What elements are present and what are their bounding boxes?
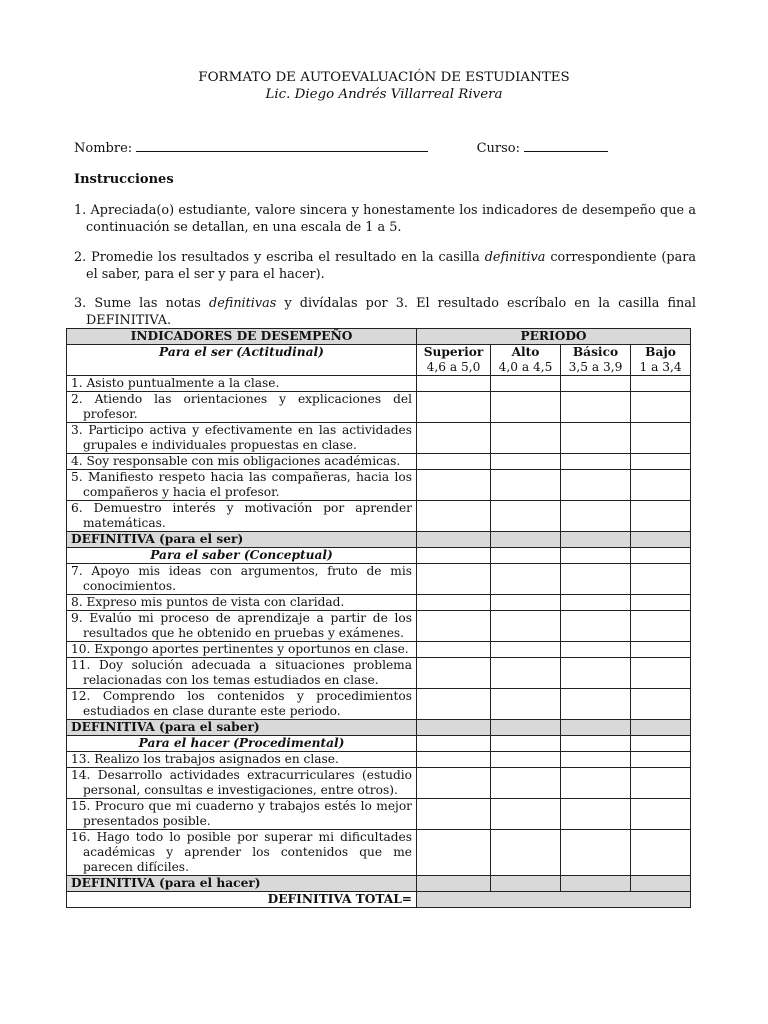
rating-cell[interactable] (561, 611, 631, 642)
rating-cell[interactable] (561, 564, 631, 595)
level-name: Superior (423, 345, 484, 359)
rating-cell[interactable] (417, 830, 491, 876)
indicator-text: 14. Desarrollo actividades extracurriculares (estudio personal, consultas e investigaciones, entre otros). (67, 768, 417, 799)
rating-cell[interactable] (417, 595, 491, 611)
indicator-text: 10. Expongo aportes pertinentes y oportunos en clase. (67, 642, 417, 658)
level-header (491, 345, 561, 376)
level-name: Bajo (645, 345, 676, 359)
empty-cell (417, 548, 491, 564)
rating-cell[interactable] (631, 423, 691, 454)
indicator-text: 3. Participo activa y efectivamente en las actividades grupales e individuales propuestas en clase. (67, 423, 417, 454)
level-range: 1 a 3,4 (639, 360, 682, 374)
rating-cell[interactable] (491, 658, 561, 689)
rating-cell[interactable] (417, 376, 491, 392)
rating-cell[interactable] (417, 768, 491, 799)
rating-cell[interactable] (631, 642, 691, 658)
rating-cell[interactable] (631, 658, 691, 689)
rating-cell[interactable] (417, 689, 491, 720)
rating-cell[interactable] (631, 830, 691, 876)
indicator-row (67, 658, 691, 689)
indicator-text: 12. Comprendo los contenidos y procedimientos estudiados en clase durante este periodo. (67, 689, 417, 720)
level-name: Básico (572, 345, 619, 359)
total-value-cell[interactable] (417, 892, 691, 908)
rating-cell[interactable] (417, 392, 491, 423)
indicator-text: 1. Asisto puntualmente a la clase. (67, 376, 417, 392)
indicator-row (67, 423, 691, 454)
indicator-text: 7. Apoyo mis ideas con argumentos, fruto de mis conocimientos. (67, 564, 417, 595)
rating-cell[interactable] (491, 501, 561, 532)
definitiva-label: DEFINITIVA (para el saber) (67, 720, 417, 736)
level-range: 4,0 a 4,5 (498, 360, 553, 374)
indicator-row (67, 689, 691, 720)
definitiva-cell[interactable] (417, 876, 491, 892)
indicator-row (67, 799, 691, 830)
rating-cell[interactable] (631, 564, 691, 595)
rating-cell[interactable] (631, 392, 691, 423)
indicator-row (67, 392, 691, 423)
rating-cell[interactable] (561, 423, 631, 454)
indicator-row (67, 376, 691, 392)
indicator-row (67, 830, 691, 876)
indicator-row (67, 595, 691, 611)
rating-cell[interactable] (491, 595, 561, 611)
indicator-text: 13. Realizo los trabajos asignados en clase. (67, 752, 417, 768)
total-row (67, 892, 691, 908)
total-label: DEFINITIVA TOTAL= (67, 892, 417, 908)
rating-cell[interactable] (561, 689, 631, 720)
rating-cell[interactable] (631, 595, 691, 611)
definitiva-cell[interactable] (491, 876, 561, 892)
rating-cell[interactable] (491, 830, 561, 876)
indicator-text: 5. Manifiesto respeto hacia las compañeras, hacia los compañeros y hacia el profesor. (67, 470, 417, 501)
definitiva-cell[interactable] (631, 720, 691, 736)
section-title-row (67, 548, 691, 564)
rating-cell[interactable] (417, 470, 491, 501)
rating-cell[interactable] (491, 768, 561, 799)
section-title-row (67, 736, 691, 752)
instruction-2: 2. Promedie los resultados y escriba el resultado en la casilla definitiva correspondiente (para el saber, para el ser y para el hacer). (74, 250, 696, 282)
section-title: Para el hacer (Procedimental) (67, 736, 417, 752)
level-header (631, 345, 691, 376)
rating-cell[interactable] (491, 470, 561, 501)
indicator-text: 16. Hago todo lo posible por superar mi dificultades académicas y aprender los contenidos que me parecen difíciles. (67, 830, 417, 876)
rating-cell[interactable] (561, 752, 631, 768)
rating-cell[interactable] (491, 392, 561, 423)
indicator-row (67, 642, 691, 658)
rating-cell[interactable] (491, 376, 561, 392)
document-author: Lic. Diego Andrés Villarreal Rivera (265, 87, 503, 102)
rating-cell[interactable] (631, 454, 691, 470)
section-title-row (67, 345, 691, 376)
rating-cell[interactable] (491, 799, 561, 830)
rating-cell[interactable] (491, 611, 561, 642)
indicator-row (67, 501, 691, 532)
definitiva-cell[interactable] (561, 876, 631, 892)
indicator-text: 11. Doy solución adecuada a situaciones problema relacionadas con los temas estudiados en clase. (67, 658, 417, 689)
section-title: Para el ser (Actitudinal) (67, 345, 417, 376)
definitiva-row (67, 720, 691, 736)
definitiva-cell[interactable] (417, 532, 491, 548)
empty-cell (561, 736, 631, 752)
definitiva-cell[interactable] (631, 532, 691, 548)
rating-cell[interactable] (631, 768, 691, 799)
indicator-text: 6. Demuestro interés y motivación por aprender matemáticas. (67, 501, 417, 532)
empty-cell (491, 548, 561, 564)
indicator-row (67, 454, 691, 470)
definitiva-label: DEFINITIVA (para el hacer) (67, 876, 417, 892)
level-range: 3,5 a 3,9 (568, 360, 623, 374)
instructions-heading: Instrucciones (74, 172, 174, 187)
rating-cell[interactable] (631, 376, 691, 392)
rating-cell[interactable] (631, 689, 691, 720)
level-name: Alto (511, 345, 540, 359)
indicator-row (67, 564, 691, 595)
rating-cell[interactable] (561, 642, 631, 658)
rating-cell[interactable] (417, 454, 491, 470)
rating-cell[interactable] (561, 470, 631, 501)
name-label: Nombre: (74, 141, 133, 156)
indicator-text: 4. Soy responsable con mis obligaciones académicas. (67, 454, 417, 470)
rating-cell[interactable] (561, 799, 631, 830)
course-field[interactable] (524, 138, 608, 152)
name-field[interactable] (136, 138, 428, 152)
rating-cell[interactable] (561, 768, 631, 799)
definitiva-cell[interactable] (491, 532, 561, 548)
rating-cell[interactable] (417, 642, 491, 658)
rating-cell[interactable] (491, 454, 561, 470)
rating-cell[interactable] (491, 642, 561, 658)
rating-cell[interactable] (561, 392, 631, 423)
definitiva-cell[interactable] (561, 532, 631, 548)
rating-cell[interactable] (561, 454, 631, 470)
rating-cell[interactable] (631, 799, 691, 830)
rating-cell[interactable] (631, 501, 691, 532)
definitiva-row (67, 876, 691, 892)
instruction-1: 1. Apreciada(o) estudiante, valore sincera y honestamente los indicadores de desempeño que a continuación se detallan, en una escala de 1 a 5. (74, 203, 696, 235)
rating-cell[interactable] (631, 470, 691, 501)
indicator-text: 2. Atiendo las orientaciones y explicaciones del profesor. (67, 392, 417, 423)
empty-cell (631, 548, 691, 564)
rating-cell[interactable] (631, 611, 691, 642)
empty-cell (491, 736, 561, 752)
indicator-row (67, 752, 691, 768)
empty-cell (417, 736, 491, 752)
indicator-text: 9. Evalúo mi proceso de aprendizaje a partir de los resultados que he obtenido en pruebas y exámenes. (67, 611, 417, 642)
rating-cell[interactable] (561, 658, 631, 689)
section-title: Para el saber (Conceptual) (67, 548, 417, 564)
level-header (417, 345, 491, 376)
definitiva-label: DEFINITIVA (para el ser) (67, 532, 417, 548)
definitiva-cell[interactable] (561, 720, 631, 736)
indicator-row (67, 768, 691, 799)
empty-cell (561, 548, 631, 564)
definitiva-cell[interactable] (491, 720, 561, 736)
rating-cell[interactable] (417, 752, 491, 768)
indicadores-header: INDICADORES DE DESEMPEÑO (67, 329, 417, 345)
definitiva-cell[interactable] (417, 720, 491, 736)
rating-cell[interactable] (561, 595, 631, 611)
empty-cell (631, 736, 691, 752)
rating-cell[interactable] (561, 501, 631, 532)
indicator-text: 8. Expreso mis puntos de vista con claridad. (67, 595, 417, 611)
rating-cell[interactable] (631, 752, 691, 768)
instruction-3: 3. Sume las notas definitivas y divídalas por 3. El resultado escríbalo en la casilla final DEFINITIVA. (74, 296, 696, 328)
rating-cell[interactable] (417, 423, 491, 454)
rating-cell[interactable] (417, 564, 491, 595)
course-label: Curso: (476, 141, 520, 156)
periodo-header: PERIODO (417, 329, 691, 345)
rating-cell[interactable] (561, 376, 631, 392)
rating-cell[interactable] (417, 658, 491, 689)
level-range: 4,6 a 5,0 (426, 360, 481, 374)
indicator-text: 15. Procuro que mi cuaderno y trabajos estés lo mejor presentados posible. (67, 799, 417, 830)
level-header (561, 345, 631, 376)
rating-cell[interactable] (491, 423, 561, 454)
definitiva-row (67, 532, 691, 548)
evaluation-table (66, 328, 691, 908)
rating-cell[interactable] (491, 689, 561, 720)
student-info-row (74, 138, 714, 156)
rating-cell[interactable] (417, 799, 491, 830)
document-title: FORMATO DE AUTOEVALUACIÓN DE ESTUDIANTES (198, 70, 570, 85)
definitiva-cell[interactable] (631, 876, 691, 892)
indicator-row (67, 611, 691, 642)
rating-cell[interactable] (417, 611, 491, 642)
rating-cell[interactable] (491, 564, 561, 595)
rating-cell[interactable] (417, 501, 491, 532)
indicator-row (67, 470, 691, 501)
table-header-row (67, 329, 691, 345)
rating-cell[interactable] (491, 752, 561, 768)
rating-cell[interactable] (561, 830, 631, 876)
